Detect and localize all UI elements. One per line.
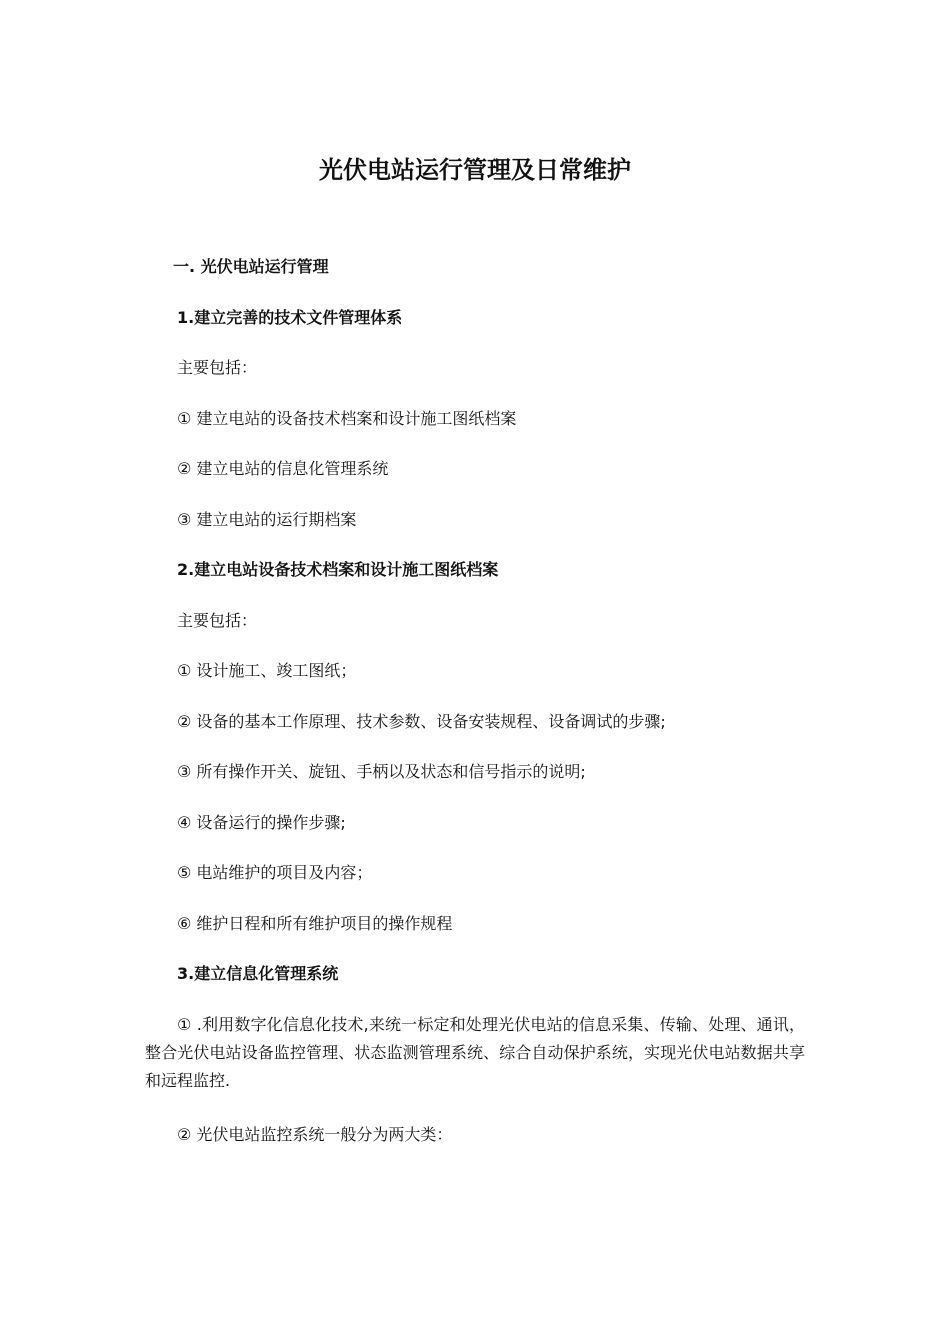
subsection-heading-1: 1.建立完善的技术文件管理体系: [177, 308, 403, 327]
document-title: 光伏电站运行管理及日常维护: [319, 156, 631, 184]
list-item: ② 建立电站的信息化管理系统: [177, 459, 389, 478]
list-item: ④ 设备运行的操作步骤;: [177, 813, 346, 832]
subsection-heading-3: 3.建立信息化管理系统: [177, 964, 339, 983]
list-item: ② 设备的基本工作原理、技术参数、设备安装规程、设备调试的步骤;: [177, 712, 666, 731]
paragraph: ① .利用数字化信息化技术,来统一标定和处理光伏电站的信息采集、传输、处理、通讯，整合光伏电站设备监控管理、状态监测管理系统、综合自动保护系统，实现光伏电站数据共享和远程监控.: [145, 1015, 805, 1090]
list-item: ① 建立电站的设备技术档案和设计施工图纸档案: [177, 409, 517, 428]
list-item: ⑥ 维护日程和所有维护项目的操作规程: [177, 914, 453, 933]
intro-text: 主要包括：: [177, 358, 258, 377]
list-item: ③ 所有操作开关、旋钮、手柄以及状态和信号指示的说明;: [177, 762, 586, 781]
list-item: ③ 建立电站的运行期档案: [177, 510, 357, 529]
subsection-heading-2: 2.建立电站设备技术档案和设计施工图纸档案: [177, 560, 499, 579]
list-item: ⑤ 电站维护的项目及内容；: [177, 863, 373, 882]
list-item: ① 设计施工、竣工图纸；: [177, 661, 357, 680]
intro-text: 主要包括：: [177, 611, 258, 630]
section-heading: 一. 光伏电站运行管理: [173, 257, 329, 276]
paragraph: ② 光伏电站监控系统一般分为两大类：: [177, 1125, 453, 1144]
